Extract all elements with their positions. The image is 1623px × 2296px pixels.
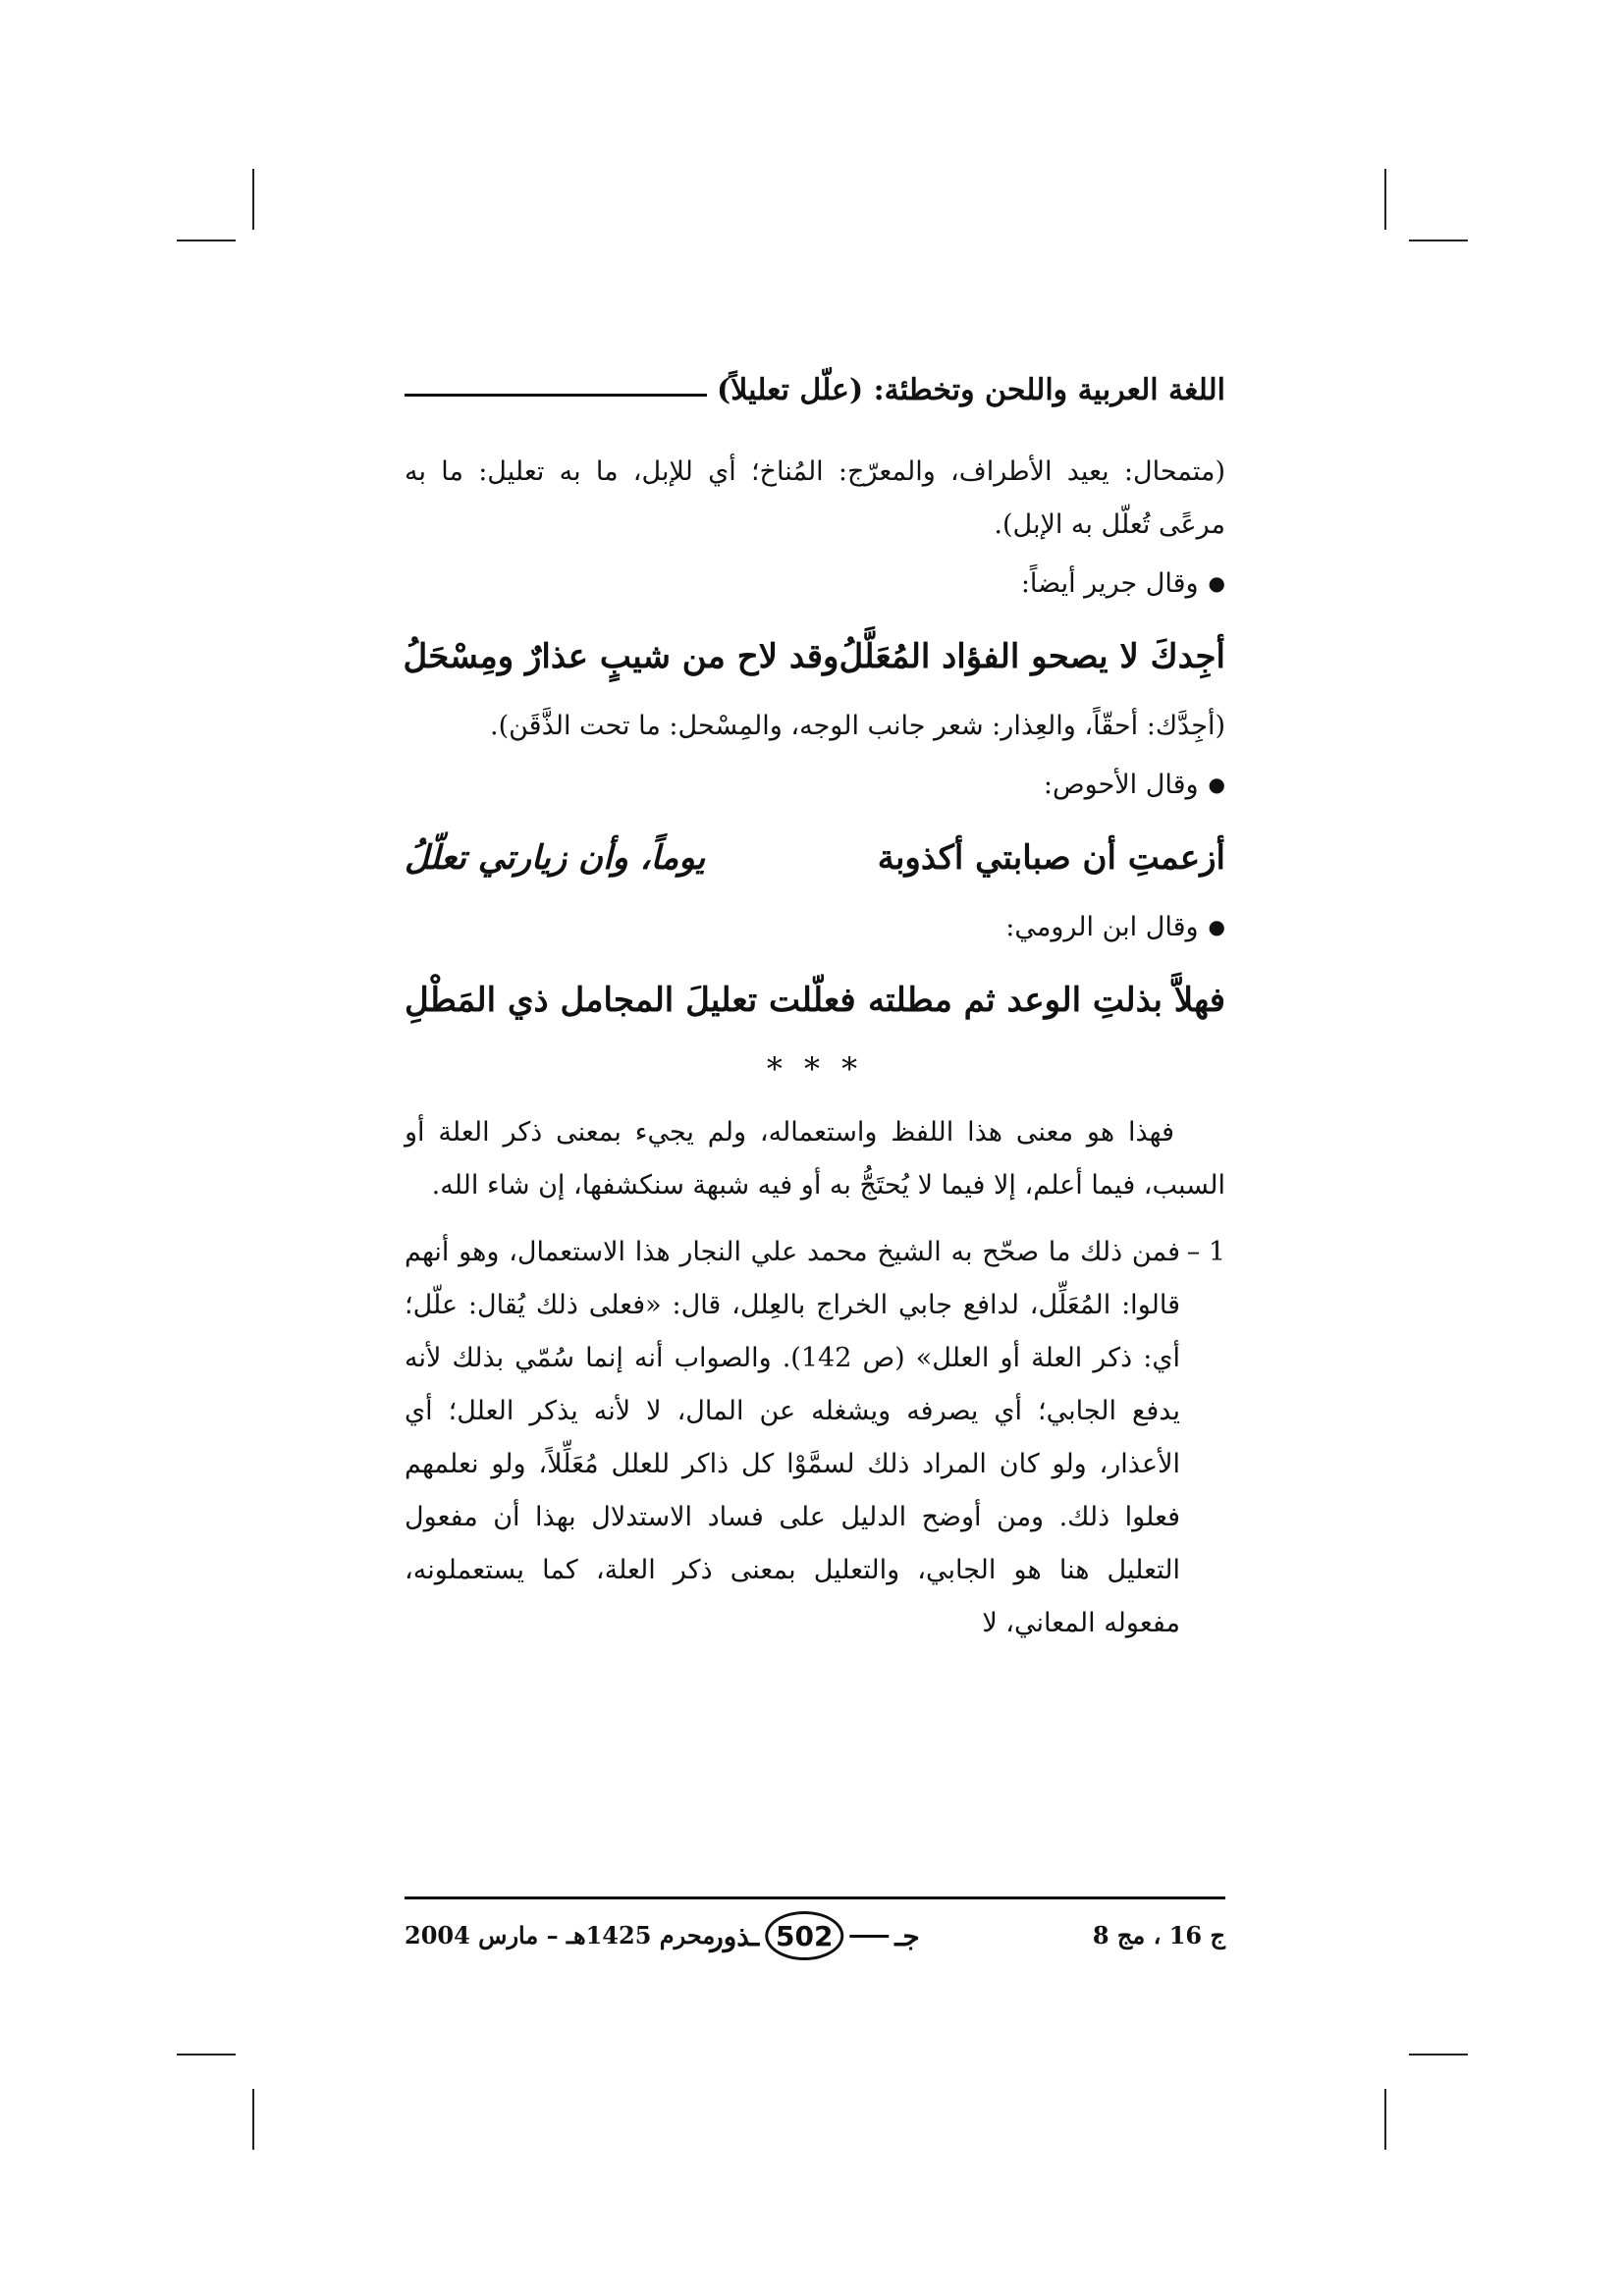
issue-date: محرم 1425هـ – مارس 2004 <box>405 1921 716 1949</box>
crop-mark <box>1384 2089 1386 2150</box>
item-text: فمن ذلك ما صحّح به الشيخ محمد علي النجار هذا الاستعمال، وهو أنهم قالوا: المُعَلِّل، لدافع جابي الخراج بالعِلل، قال: «فعلى ذلك يُقال: علّل؛ أي: ذكر العلة أو العلل» (ص 142). والصواب أنه إنما سُمّي بذلك لأنه يدفع الجابي؛ أي يصرفه ويشغله عن المال، لا لأنه يذكر العلل؛ أي الأعذار، ولو كان المراد ذلك لسمَّوْا كل ذاكر للعلل مُعَلِّلاً، ولو نعلمهم فعلوا ذلك. ومن أوضح الدليل على فساد الاستدلال بهذا أن مفعول التعليل هنا هو الجابي، والتعليل بمعنى ذكر العلة، كما يستعملونه، مفعوله المعاني، لا <box>405 1237 1180 1638</box>
page-footer <box>405 1896 1225 1978</box>
gloss-paragraph: (متمحال: يعيد الأطراف، والمعرّج: المُناخ؛ أي للإبل، ما به تعليل: ما به مرعًى تُعلّل به الإبل). <box>405 456 1225 540</box>
logo-word-right: جـ <box>894 1919 920 1952</box>
header-rule <box>405 394 707 397</box>
page-body <box>405 446 1225 1650</box>
crop-mark <box>252 2089 254 2150</box>
logo-word-left: ـذور <box>710 1919 760 1952</box>
crop-mark <box>1409 240 1468 241</box>
crop-mark <box>252 169 254 230</box>
crop-mark <box>177 2054 236 2056</box>
logo-dash <box>849 1935 889 1938</box>
poet-intro: ● وقال جرير أيضاً: <box>405 558 1225 610</box>
journal-page <box>403 365 1225 1952</box>
section-separator: * * * <box>766 1050 864 1088</box>
running-title: اللغة العربية واللحن وتخطئة: (علّل تعليلاً) <box>717 372 1225 407</box>
verse-line <box>405 967 1225 1034</box>
verse-first-hemistich: أجِدكَ لا يصحو الفؤاد المُعَلَّلُ <box>839 637 1225 676</box>
numbered-item <box>405 1226 1225 1650</box>
issue-label: ج 16 ، مج 8 <box>1092 1921 1225 1949</box>
verse-second-hemistich: يوماً، وأن زيارتي تعلّلُ <box>405 838 706 878</box>
verse-second-hemistich: فعلّلت تعليلَ المجامل ذي المَطْلِ <box>405 981 856 1020</box>
crop-mark <box>1384 169 1386 230</box>
verse-first-hemistich: أزعمتِ أن صبابتي أكذوبة <box>877 838 1225 878</box>
crop-mark <box>177 240 236 241</box>
page-number: 502 <box>765 1911 843 1960</box>
journal-logo <box>710 1911 919 1960</box>
item-number: 1 – <box>1186 1237 1225 1267</box>
verse-second-hemistich: وقد لاح من شيبٍ عذارٌ ومِسْحَلُ <box>403 637 839 676</box>
crop-mark <box>1409 2054 1468 2056</box>
poet-intro: ● وقال ابن الرومي: <box>405 901 1225 953</box>
gloss-paragraph: (أجِدَّك: أحقّاً، والعِذار: شعر جانب الوجه، والمِسْحل: ما تحت الذَّقَن). <box>490 711 1225 741</box>
verse-line <box>405 825 1225 891</box>
running-header <box>405 365 1225 414</box>
verse-first-hemistich: فهلاَّ بذلتِ الوعد ثم مطلته <box>867 981 1225 1020</box>
body-paragraph: فهذا هو معنى هذا اللفظ واستعماله، ولم يجيء بمعنى ذكر العلة أو السبب، فيما أعلم، إلا فيما لا يُحتَجُّ به أو فيه شبهة سنكشفها، إن شاء الله. <box>405 1117 1225 1201</box>
verse-line <box>405 623 1225 690</box>
poet-intro: ● وقال الأحوص: <box>405 759 1225 811</box>
